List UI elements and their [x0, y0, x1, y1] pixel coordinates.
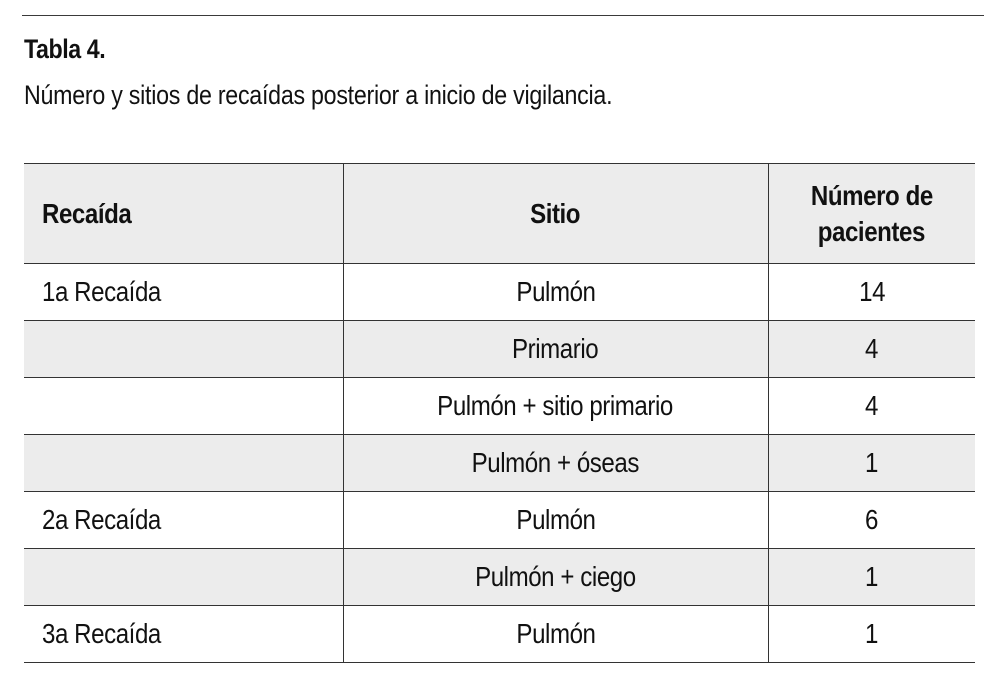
header-recaida: Recaída: [24, 164, 343, 264]
cell-sitio: Pulmón + óseas: [343, 435, 768, 492]
cell-sitio: Pulmón + sitio primario: [343, 378, 768, 435]
table-row: [24, 606, 975, 663]
cell-sitio: Pulmón: [343, 492, 768, 549]
cell-recaida: 2a Recaída: [24, 492, 343, 549]
table-row: [24, 378, 975, 435]
cell-numero: 1: [768, 549, 975, 606]
table-row: [24, 264, 975, 321]
cell-numero: 4: [768, 321, 975, 378]
cell-recaida: [24, 321, 343, 378]
cell-numero: 1: [768, 435, 975, 492]
table-caption-subtitle: Número y sitios de recaídas posterior a inicio de vigilancia.: [24, 80, 613, 110]
cell-numero: 1: [768, 606, 975, 663]
table-row: [24, 321, 975, 378]
cell-recaida: [24, 549, 343, 606]
table-row: [24, 435, 975, 492]
cell-numero: 4: [768, 378, 975, 435]
cell-sitio: Pulmón: [343, 264, 768, 321]
cell-sitio: Pulmón + ciego: [343, 549, 768, 606]
table-row: [24, 492, 975, 549]
cell-numero: 14: [768, 264, 975, 321]
table-caption-title: Tabla 4.: [24, 34, 106, 64]
table-row: [24, 549, 975, 606]
cell-recaida: [24, 435, 343, 492]
table-header-row: [24, 164, 975, 264]
cell-recaida: 3a Recaída: [24, 606, 343, 663]
top-rule: [22, 15, 984, 16]
cell-sitio: Primario: [343, 321, 768, 378]
relapse-table: [24, 163, 975, 663]
cell-numero: 6: [768, 492, 975, 549]
header-sitio: Sitio: [343, 164, 768, 264]
cell-recaida: [24, 378, 343, 435]
cell-recaida: 1a Recaída: [24, 264, 343, 321]
header-numero-pacientes: Número de pacientes: [768, 164, 975, 264]
cell-sitio: Pulmón: [343, 606, 768, 663]
